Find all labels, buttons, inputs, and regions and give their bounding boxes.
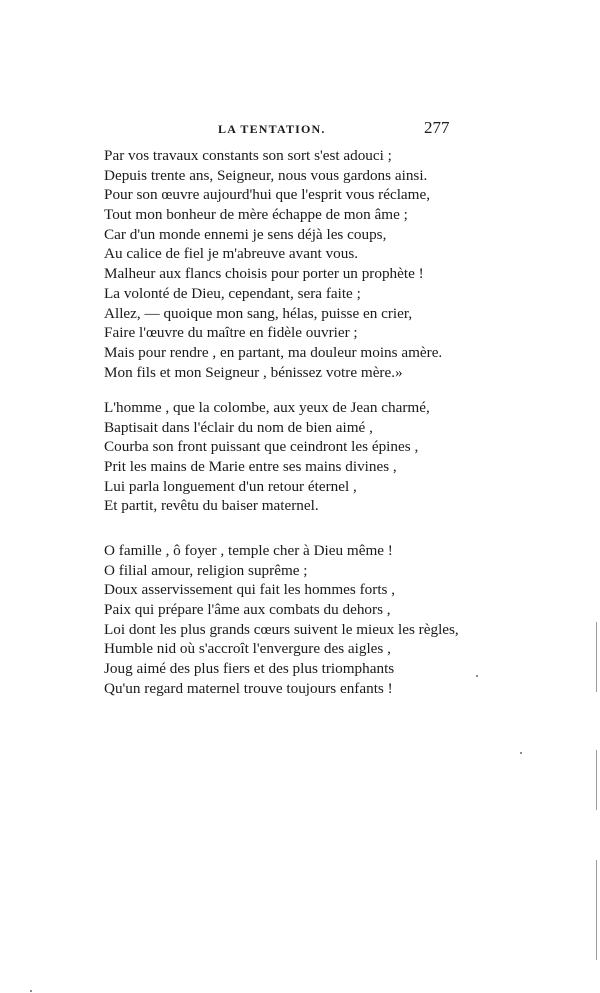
running-title: LA TENTATION. (218, 122, 326, 136)
stanza-2 (104, 398, 444, 516)
verse-line: La volonté de Dieu, cependant, sera faite ; (104, 284, 361, 302)
verse-line: Humble nid où s'accroît l'envergure des aigles , (104, 640, 391, 658)
verse-line: Qu'un regard maternel trouve toujours enfants ! (104, 679, 393, 697)
verse-line: Joug aimé des plus fiers et des plus triomphants (104, 660, 395, 678)
scan-edge-mark (596, 860, 597, 960)
verse-line: Pour son œuvre aujourd'hui que l'esprit vous réclame, (104, 186, 431, 204)
verse-line: Courba son front puissant que ceindront les épines , (104, 438, 419, 456)
verse-line: O filial amour, religion suprême ; (104, 561, 308, 579)
verse-line: Loi dont les plus grands cœurs suivent le mieux les règles, (104, 620, 459, 638)
verse-line: L'homme , que la colombe, aux yeux de Jean charmé, (104, 399, 430, 416)
verse-line: Depuis trente ans, Seigneur, nous vous gardons ainsi. (104, 166, 428, 184)
verse-line: Au calice de fiel je m'abreuve avant vous. (104, 245, 359, 263)
verse-line: O famille , ô foyer , temple cher à Dieu même ! (104, 542, 393, 559)
verse-line: Faire l'œuvre du maître en fidèle ouvrier ; (104, 324, 358, 342)
scan-speck (520, 752, 522, 754)
page-number: 277 (424, 118, 450, 137)
running-head (0, 118, 600, 142)
verse-line: Doux asservissement qui fait les hommes forts , (104, 581, 396, 599)
verse-line: Car d'un monde ennemi je sens déjà les coups, (104, 225, 387, 243)
verse-line: Baptisait dans l'éclair du nom de bien aimé , (104, 418, 373, 436)
stanza-1 (104, 146, 444, 382)
scan-edge-mark (596, 622, 597, 692)
scan-edge-mark (596, 750, 597, 810)
verse-line: Paix qui prépare l'âme aux combats du dehors , (104, 601, 391, 619)
verse-line: Prit les mains de Marie entre ses mains divines , (104, 458, 397, 476)
verse-line: Tout mon bonheur de mère échappe de mon âme ; (104, 206, 408, 224)
verse-line: Malheur aux flancs choisis pour porter un prophète ! (104, 265, 424, 283)
scan-speck (476, 675, 478, 677)
verse-line: Allez, — quoique mon sang, hélas, puisse en crier, (104, 304, 413, 322)
verse-line: Mais pour rendre , en partant, ma douleur moins amère. (104, 343, 443, 361)
verse-line: Par vos travaux constants son sort s'est adouci ; (104, 147, 392, 164)
scan-speck (30, 990, 32, 992)
stanza-3 (104, 541, 459, 699)
verse-line: Et partit, revêtu du baiser maternel. (104, 497, 319, 515)
verse-line: Lui parla longuement d'un retour éternel , (104, 477, 357, 495)
verse-line: Mon fils et mon Seigneur , bénissez votre mère.» (104, 363, 403, 381)
